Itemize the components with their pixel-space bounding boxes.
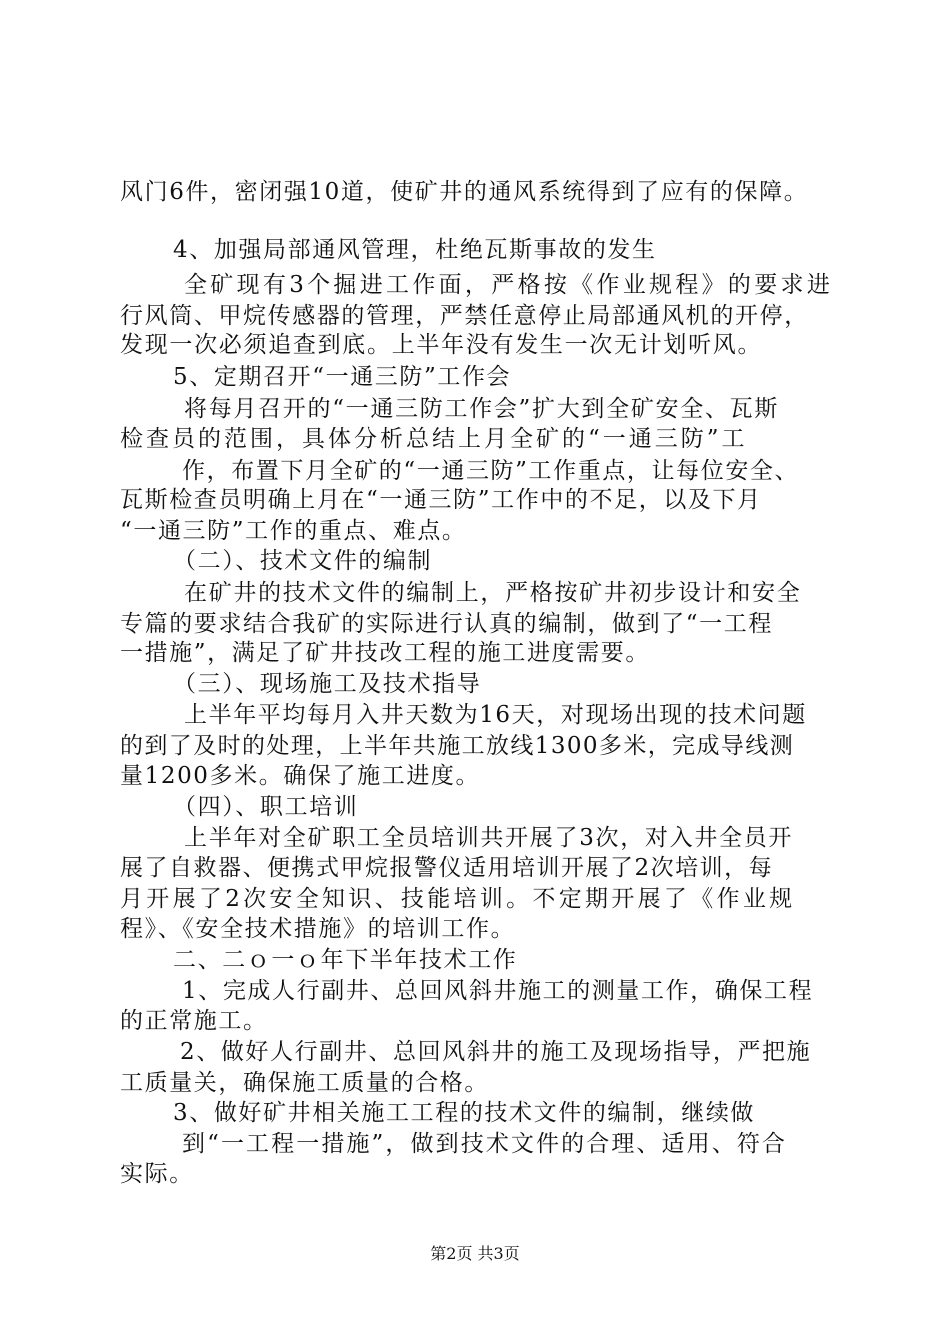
paragraph-line: 程》、《安全技术措施》的培训工作。 [120,916,516,942]
paragraph-line: 专篇的要求结合我矿的实际进行认真的编制，做到了“一工程 [120,611,773,637]
paragraph-line: 到“一工程一措施”，做到技术文件的合理、适用、符合 [182,1131,788,1157]
paragraph-line: 上半年平均每月入井天数为16天，对现场出现的技术问题 [184,702,807,728]
paragraph-line: 量1200多米。确保了施工进度。 [120,763,481,789]
paragraph-line: 在矿井的技术文件的编制上，严格按矿井初步设计和安全 [184,580,802,606]
paragraph-line: 3、做好矿井相关施工工程的技术文件的编制，继续做 [173,1100,756,1126]
section-heading: （三）、现场施工及技术指导 [173,671,482,697]
paragraph-line: “一通三防”工作的重点、难点。 [120,518,467,544]
paragraph-line: 将每月召开的“一通三防工作会”扩大到全矿安全、瓦斯 [184,396,780,422]
paragraph-line: 实际。 [120,1161,194,1187]
paragraph-line: 月开展了2次安全知识、技能培训。不定期开展了《作业规 [120,886,796,912]
section-heading: 5、定期召开“一通三防”工作会 [173,364,512,390]
section-heading: 4、加强局部通风管理，杜绝瓦斯事故的发生 [173,237,657,263]
paragraph-line: 上半年对全矿职工全员培训共开展了3次，对入井全员开 [184,825,794,851]
paragraph-line: 作，布置下月全矿的“一通三防”工作重点，让每位安全、 [182,458,800,484]
section-heading: 二、二ｏ一ｏ年下半年技术工作 [173,947,518,973]
section-heading: （四）、职工培训 [173,794,359,820]
page-footer: 第2页 共3页 [430,1244,520,1263]
paragraph-line: 2、做好人行副井、总回风斜井的施工及现场指导，严把施 [180,1039,812,1065]
paragraph-line: 展了自救器、便携式甲烷报警仪适用培训开展了2次培训，每 [120,855,774,881]
paragraph-line: 1、完成人行副井、总回风斜井施工的测量工作，确保工程 [182,978,814,1004]
paragraph-line: 的到了及时的处理，上半年共施工放线1300多米，完成导线测 [120,733,795,759]
paragraph-line: 瓦斯检查员明确上月在“一通三防”工作中的不足，以及下月 [120,487,762,513]
paragraph-line: 全矿现有3个掘进工作面，严格按《作业规程》的要求进 [184,272,834,298]
paragraph-line: 发现一次必须追查到底。上半年没有发生一次无计划听风。 [120,332,763,358]
paragraph-line: 工质量关，确保施工质量的合格。 [120,1070,489,1096]
paragraph-line: 的正常施工。 [120,1008,268,1034]
section-heading: （二）、技术文件的编制 [173,548,433,574]
paragraph-line: 行风筒、甲烷传感器的管理，严禁任意停止局部通风机的开停， [120,303,809,329]
paragraph-line: 风门6件，密闭强10道，使矿井的通风系统得到了应有的保障。 [120,179,809,205]
paragraph-line: 一措施”，满足了矿井技改工程的施工进度需要。 [120,640,650,666]
paragraph-line: 检查员的范围，具体分析总结上月全矿的“一通三防”工 [120,426,748,452]
